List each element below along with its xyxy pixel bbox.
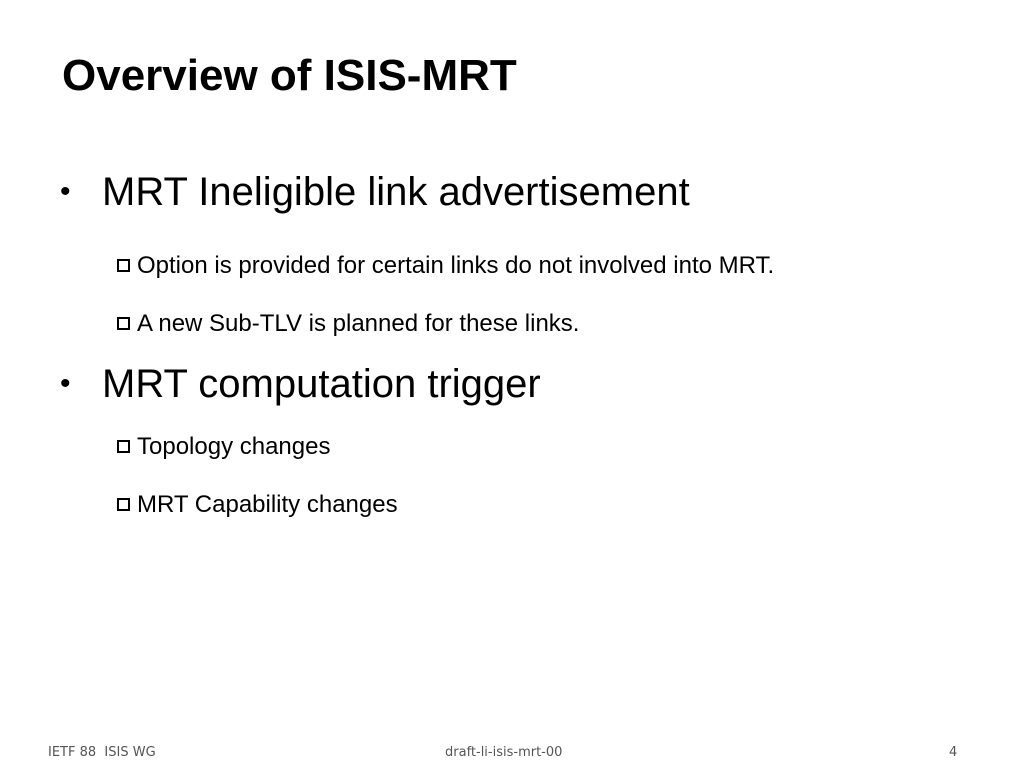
- sub-bullet-text: MRT Capability changes: [137, 491, 398, 518]
- bullet-item: [58, 360, 541, 408]
- footer-left: IETF 88 ISIS WG: [48, 745, 156, 760]
- bullet-dot: •: [60, 367, 71, 400]
- slide-title: Overview of ISIS-MRT: [62, 51, 517, 100]
- square-bullet-icon: [117, 317, 130, 330]
- footer-center: draft-li-isis-mrt-00: [445, 745, 563, 760]
- sub-bullet-item: [117, 432, 330, 462]
- sub-bullet-text: A new Sub-TLV is planned for these links.: [137, 310, 580, 337]
- bullet-dot: •: [60, 175, 71, 208]
- square-bullet-icon: [117, 498, 130, 511]
- sub-bullet-item: [117, 309, 579, 339]
- square-bullet-icon: [117, 440, 130, 453]
- sub-bullet-item: [117, 490, 398, 520]
- bullet-text: MRT computation trigger: [102, 362, 541, 406]
- bullet-item: [58, 168, 690, 216]
- sub-bullet-item: [117, 251, 774, 281]
- bullet-text: MRT Ineligible link advertisement: [102, 170, 690, 214]
- sub-bullet-text: Topology changes: [137, 433, 331, 460]
- sub-bullet-text: Option is provided for certain links do not involved into MRT.: [137, 252, 775, 279]
- page-number: 4: [949, 745, 958, 760]
- square-bullet-icon: [117, 259, 130, 272]
